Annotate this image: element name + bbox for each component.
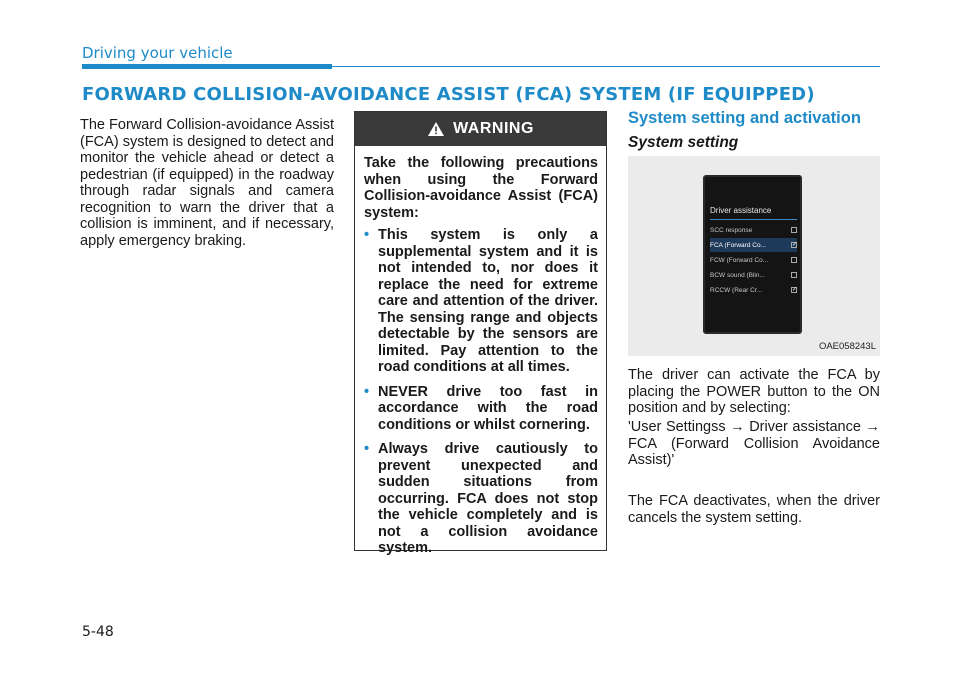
page-number: 5-48 bbox=[82, 624, 114, 640]
screen-row-label: BCW sound (Blin... bbox=[710, 271, 765, 279]
warning-intro: Take the following precautions when using the Forward Collision-avoidance Assist (FCA) system: bbox=[364, 155, 598, 221]
screen-row bbox=[710, 283, 797, 297]
bullet-dot-icon: • bbox=[364, 227, 370, 243]
screen-row bbox=[710, 253, 797, 267]
figure-caption: OAE058243L bbox=[818, 341, 876, 352]
settings-heading: System setting and activation bbox=[628, 109, 861, 127]
warning-bullet-text: Always drive cautiously to prevent unexpected and sudden situations from occurring. FCA does not stop the vehicle completely and is not a collision avoidance system. bbox=[378, 441, 598, 556]
settings-paragraph-2: 'User Settingss → Driver assistance → FCA (Forward Collision Avoidance Assist)' bbox=[628, 419, 880, 468]
screen-row-selected bbox=[710, 238, 797, 252]
warning-label: WARNING bbox=[453, 120, 534, 137]
warning-bullet-text: NEVER drive too fast in accordance with the road conditions or whilst cornering. bbox=[378, 383, 598, 433]
intro-paragraph: The Forward Collision-avoidance Assist (FCA) system is designed to detect and monitor the vehicle ahead or detect a pedestrian (if equipped) in the roadway through radar signals and camera recognition to warn the driver that a collision is imminent, and if necessary, apply emergency braking. bbox=[80, 117, 334, 249]
settings-paragraph-1: The driver can activate the FCA by placing the POWER button to the ON position and by selecting: bbox=[628, 367, 880, 416]
bullet-dot-icon: • bbox=[364, 441, 370, 457]
page-title: FORWARD COLLISION-AVOIDANCE ASSIST (FCA) SYSTEM (IF EQUIPPED) bbox=[82, 84, 815, 105]
checkbox-icon bbox=[791, 272, 797, 278]
checkbox-icon: ✓ bbox=[792, 242, 798, 248]
warning-triangle-icon bbox=[427, 121, 445, 137]
warning-box bbox=[354, 111, 607, 556]
bullet-dot-icon: • bbox=[364, 383, 370, 400]
section-header: Driving your vehicle bbox=[82, 44, 233, 62]
display-screen bbox=[703, 175, 802, 334]
screen-row bbox=[710, 268, 797, 282]
header-rule bbox=[82, 64, 332, 69]
warning-bullet bbox=[364, 384, 598, 434]
settings-subheading: System setting bbox=[628, 134, 739, 151]
screen-row-label: FCA (Forward Co... bbox=[710, 241, 766, 249]
screen-row-label: FCW (Forward Co... bbox=[710, 256, 769, 264]
screen-title: Driver assistance bbox=[710, 206, 772, 215]
warning-body bbox=[355, 146, 606, 557]
screen-row bbox=[710, 223, 797, 237]
warning-bullet bbox=[364, 441, 598, 557]
screen-row-label: SCC response bbox=[710, 226, 753, 234]
settings-figure bbox=[628, 156, 880, 356]
checkbox-icon bbox=[791, 257, 797, 263]
screen-title-rule bbox=[710, 219, 797, 220]
settings-paragraph-3: The FCA deactivates, when the driver cancels the system setting. bbox=[628, 493, 880, 526]
screen-row-label: RCCW (Rear Cr... bbox=[710, 286, 762, 294]
header-rule-thin bbox=[332, 66, 880, 67]
checkbox-icon: ✓ bbox=[792, 287, 798, 293]
warning-header bbox=[355, 112, 606, 146]
warning-bullet-text: This system is only a supplemental system and it is not intended to, nor does it replace the need for extreme care and attention of the driver. The sensing range and objects detectable by the sensors are limited. Pay attention to the road conditions at all times. bbox=[378, 227, 598, 375]
warning-bullet bbox=[364, 227, 598, 376]
checkbox-icon bbox=[791, 227, 797, 233]
